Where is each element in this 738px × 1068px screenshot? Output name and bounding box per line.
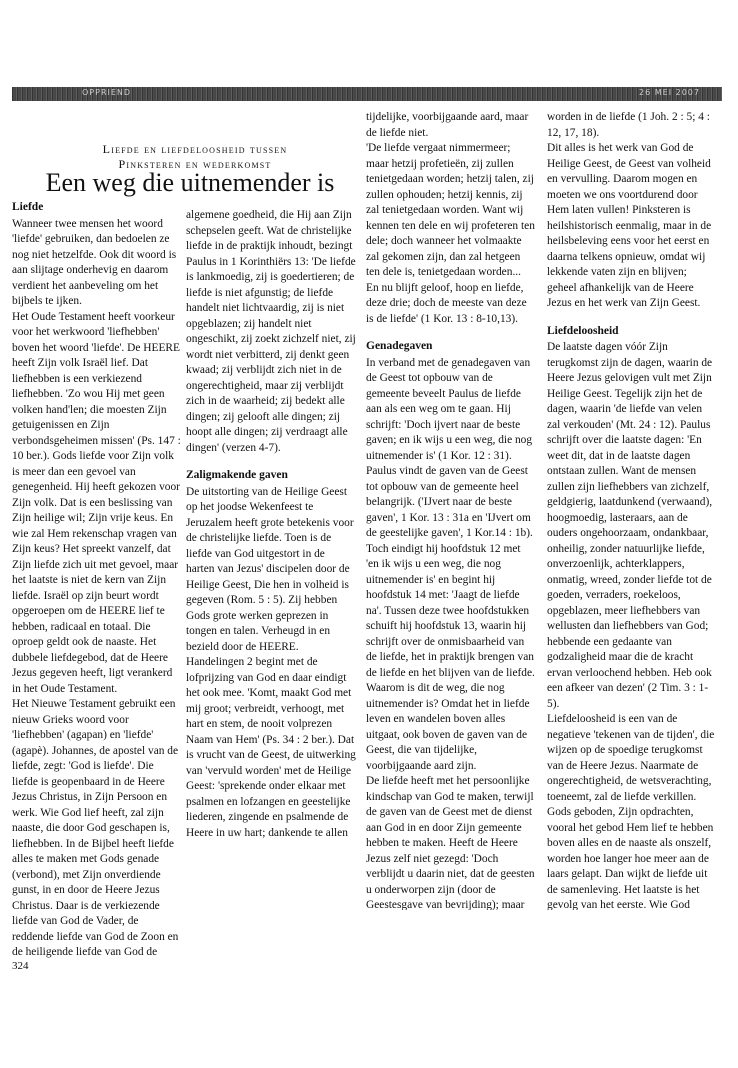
page-number: 324	[12, 960, 29, 972]
paragraph: Waarom is dit de weg, die nog uitnemender is? Omdat het in liefde leven en wandelen boven alles uitgaat, ook boven de gaven van de Geest, die van tijdelijke, voorbijgaande aard zijn.	[366, 682, 530, 772]
paragraph: Wanneer twee mensen het woord 'liefde' gebruiken, dan bedoelen ze nog niet hetzelfde. Ook dit woord is aan slijtage onderhevig en daarom verdient het aanbeveling om het bijbels te ijken.	[12, 217, 177, 307]
paragraph: De liefde heeft met het persoonlijke kindschap van God te maken, terwijl de gaven van de Geest met de dienst aan God in en door Zijn gemeente hebben te maken. Heeft de Heere Jezus zelf niet gezegd: 'Doch verblijdt u daarin niet, dat de geesten u onderworpen zijn (door de Geestesgave van bevrijding); maar	[366, 775, 535, 910]
header-section-label: OPPRIEND	[82, 88, 132, 97]
paragraph: worden in de liefde (1 Joh. 2 : 5; 4 : 12, 17, 18).	[547, 111, 710, 139]
running-header-bar	[12, 87, 722, 101]
paragraph: In verband met de genadegaven van de Geest tot opbouw van de gemeente beveelt Paulus de liefde aan als een weg om te gaan. Hij schrijft: 'Doch ijvert naar de beste gaven; en ik wijs u een weg, die nog uitnemender is' (1 Kor. 12 : 31). Paulus vindt de gaven van de Geest tot opbouw van de gemeente heel belangrijk. ('IJvert naar de beste gaven', 1 Kor. 13 : 31a en 'IJvert om de geestelijke gaven', 1 Kor.14 : 1b). Toch eindigt hij hoofdstuk 12 met 'en ik wijs u een weg, die nog uitnemender is' en begint hij hoofdstuk 14 met: 'Jaagt de liefde na'. Tussen deze twee hoofdstukken schuift hij hoofdstuk 13, waarin hij schrijft over de onmisbaarheid van de liefde, het in praktijk brengen van de liefde en het blijven van de liefde.	[366, 356, 535, 679]
text-column-2	[186, 208, 356, 838]
subheading-zaligmakende-gaven: Zaligmakende gaven	[186, 469, 288, 481]
paragraph: Het Oude Testament heeft voorkeur voor het werkwoord 'liefhebben' boven het woord 'liefde'. De HEERE heeft Zijn volk Israël lief. Dat liefhebben is een verkiezend liefhebben. 'Zo wou Hij met geen volken hand'len; die moesten Zijn getuigenissen en Zijn verbondsgeheimen missen' (Ps. 147 : 10 ber.). Gods liefde voor Zijn volk is meer dan een gevoel van genegenheid. Hij heeft gekozen voor Zijn volk. Dat is een beslissing van Zijn heilige wil; Zijn vrije keus. En wie zal Hem rekenschap vragen van Zijn keus? Het spreekt vanzelf, dat Zijn liefde zich uit met gevoel, maar het laatste is niet de kern van Zijn liefde. Israël op zijn beurt wordt opgeroepen om de HEERE lief te hebben, radicaal en totaal. Die oproep geldt ook de naaste. Het dubbele liefdegebod, dat de Heere Jezus gegeven heeft, ligt verankerd in het Oude Testament.	[12, 310, 181, 695]
article-title: Een weg die uitnemender is	[45, 168, 335, 197]
paragraph: 'De liefde vergaat nimmermeer; maar hetzij profetieën, zij zullen tenietgedaan worden; hetzij talen, zij zullen ophouden; hetzij kennis, zij zal tenietgedaan worden. Want wij kennen ten dele en wij profeteren ten dele; doch wanneer het volmaakte zal gekomen zijn, dan zal hetgeen ten dele is, tenietgedaan worden... En nu blijft geloof, hoop en liefde, deze drie; doch de meeste van deze is de liefde' (1 Kor. 13 : 8-10,13).	[366, 142, 535, 325]
paragraph: Dit alles is het werk van God de Heilige Geest, de Geest van volheid en vervulling. Daarom mogen en moeten we ons voortdurend door Hem laten vullen! Pinksteren is heilshistorisch eenmalig, maar in de heilsbeleving eens voor het eerst en daarna telkens opnieuw, omdat wij lekkende vaten zijn en blijven; geheel afhankelijk van de Heere Jezus en het werk van Zijn Geest.	[547, 142, 712, 309]
kicker-line-1: Liefde en liefdeloosheid tussen	[102, 142, 288, 156]
paragraph: Het Nieuwe Testament gebruikt een nieuw Grieks woord voor 'liefhebben' (agapan) en 'liefde' (agapè). Johannes, de apostel van de liefde, zegt: 'God is liefde'. Die liefde is geopenbaard in de Heere Jezus Christus, in Zijn Persoon en werk. Wie God lief heeft, zal zijn naaste, die door God geschapen is, liefhebben. In de Bijbel heeft liefde alles te maken met Gods genade (verbond), met Zijn onverdiende gunst, in en door de Heere Jezus Christus. Daar is de verkiezende liefde van God de Vader, de reddende liefde van God de Zoon en de heiligende liefde van God de	[12, 698, 179, 958]
paragraph: algemene goedheid, die Hij aan Zijn schepselen geeft. Wat de christelijke liefde in de praktijk inhoudt, bezingt Paulus in 1 Korinthiërs 13: 'De liefde is lankmoedig, zij is goedertieren; de liefde is niet afgunstig; de liefde handelt niet lichtvaardig, zij is niet opgeblazen; zij handelt niet ongeschikt, zij zoekt zichzelf niet, zij wordt niet verbitterd, zij denkt geen kwaad; zij verblijdt zich niet in de ongerechtigheid, maar zij verblijdt zich in de waarheid; zij bedekt alle dingen; zij gelooft alle dingen; zij hoopt alle dingen; zij verdraagt alle dingen' (verzen 4-7).	[186, 209, 356, 454]
kicker-line-2: Pinksteren en wederkomst	[118, 157, 272, 171]
text-column-3	[366, 110, 536, 910]
text-column-4	[547, 110, 717, 910]
paragraph: De uitstorting van de Heilige Geest op het joodse Wekenfeest te Jeruzalem heeft grote betekenis voor de christelijke liefde. Toen is de liefde van God uitgestort in de harten van Jezus' discipelen door de Heilige Geest, Die hen in volheid is gegeven (Rom. 5 : 5). Zij hebben Gods grote werken geprezen in tongen en talen. Verheugd in en bezield door de HEERE. Handelingen 2 begint met de lofprijzing van God en daar eindigt het ook mee. 'Komt, maakt God met mij groot; verbreidt, verhoogt, met hart en stem, de nooit volprezen Naam van Hem' (Ps. 34 : 2 ber.). Dat is vrucht van de Geest, de uitwerking van 'vervuld worden' met de Heilige Geest: 'sprekende onder elkaar met psalmen en lofzangen en geestelijke liederen, zingende en psalmende de Heere in uw hart; dankende te allen	[186, 485, 356, 838]
paragraph: tijdelijke, voorbijgaande aard, maar de liefde niet.	[366, 111, 529, 139]
paragraph: Liefdeloosheid is een van de negatieve 'tekenen van de tijden', die wijzen op de spoedige terugkomst van de Heere Jezus. Naarmate de ongerechtigheid, de wetsverachting, toeneemt, zal de liefde verkillen. Gods geboden, Zijn opdrachten, vooral het gebod Hem lief te hebben boven alles en de naaste als onszelf, worden hoe langer hoe meer aan de laars gelapt. Dan wijkt de liefde uit de samenleving. Het laatste is het gevolg van het eerste. Wie God	[547, 713, 715, 910]
subheading-liefde: Liefde	[12, 201, 44, 213]
text-column-1	[12, 200, 182, 960]
subheading-genadegaven: Genadegaven	[366, 340, 433, 352]
header-date: 26 MEI 2007	[639, 88, 700, 97]
paragraph: De laatste dagen vóór Zijn terugkomst zijn de dagen, waarin de Heere Jezus gelovigen vult met Zijn Heilige Geest. Tegelijk zijn het de dagen, waarin 'de liefde van velen zal verkouden' (Mt. 24 : 12). Paulus schrijft over die laatste dagen: 'En weet dit, dat in de laatste dagen ontstaan zullen. Want de mensen zullen zijn liefhebbers van zichzelf, geldgierig, laatdunkend (verwaand), hoogmoedig, lasteraars, aan de ouders ongehoorzaam, ondankbaar, onheilig, zonder natuurlijke liefde, onverzoenlijk, achterklappers, onmatig, wreed, zonder liefde tot de goeden, verraders, roekeloos, opgeblazen, meer liefhebbers van wellusten dan liefhebbers van God; hebbende een gedaante van godzaligheid maar die de kracht ervan verloochend hebben. Heb ook een afkeer van dezen' (2 Tim. 3 : 1-5).	[547, 341, 713, 710]
subheading-liefdeloosheid: Liefdeloosheid	[547, 324, 619, 337]
